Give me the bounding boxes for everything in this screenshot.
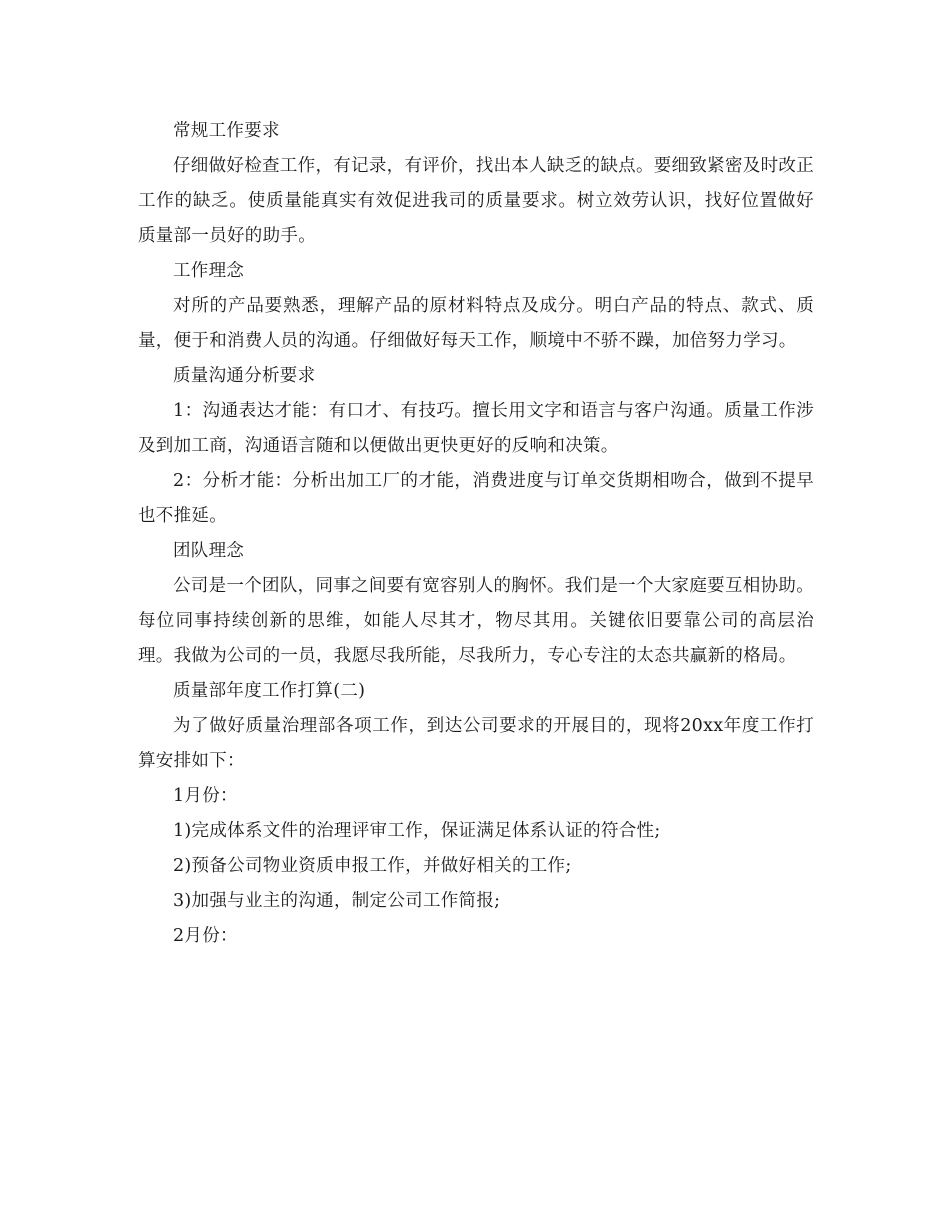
heading-communication-analysis: 质量沟通分析要求 — [173, 366, 316, 386]
list-item-january-1: 1)完成体系文件的治理评审工作，保证满足体系认证的符合性; — [173, 821, 661, 841]
paragraph-team-philosophy: 公司是一个团队，同事之间要有宽容别人的胸怀。我们是一个大家庭要互相协助。每位同事持续创新的思维，如能人尽其才，物尽其用。关键依旧要靠公司的高层治理。我做为公司的一员，我愿尽我所能，尽我所力，专心专注的太态共赢新的格局。 — [138, 576, 814, 666]
paragraph-work-philosophy: 对所的产品要熟悉，理解产品的原材料特点及成分。明白产品的特点、款式、质量，便于和消费人员的沟通。仔细做好每天工作，顺境中不骄不躁，加倍努力学习。 — [138, 296, 814, 351]
heading-work-philosophy: 工作理念 — [173, 261, 245, 281]
list-item-january-2: 2)预备公司物业资质申报工作，并做好相关的工作; — [173, 856, 572, 876]
heading-routine-requirements: 常规工作要求 — [173, 121, 280, 141]
heading-team-philosophy: 团队理念 — [173, 541, 245, 561]
heading-annual-plan-2: 质量部年度工作打算(二) — [173, 681, 366, 701]
list-item-january-3: 3)加强与业主的沟通，制定公司工作简报; — [173, 891, 501, 911]
heading-february: 2月份： — [173, 926, 238, 946]
heading-january: 1月份： — [173, 786, 238, 806]
paragraph-annual-plan-intro: 为了做好质量治理部各项工作，到达公司要求的开展目的，现将20xx年度工作打算安排如下： — [138, 716, 814, 771]
paragraph-analysis-skill: 2：分析才能：分析出加工厂的才能，消费进度与订单交货期相吻合，做到不提早也不推延。 — [138, 471, 814, 526]
paragraph-routine-details: 仔细做好检查工作，有记录，有评价，找出本人缺乏的缺点。要细致紧密及时改正工作的缺乏。使质量能真实有效促进我司的质量要求。树立效劳认识，找好位置做好质量部一员好的助手。 — [138, 156, 814, 246]
document-body — [138, 114, 814, 954]
paragraph-communication-skill: 1：沟通表达才能：有口才、有技巧。擅长用文字和语言与客户沟通。质量工作涉及到加工商，沟通语言随和以便做出更快更好的反响和决策。 — [138, 401, 814, 456]
